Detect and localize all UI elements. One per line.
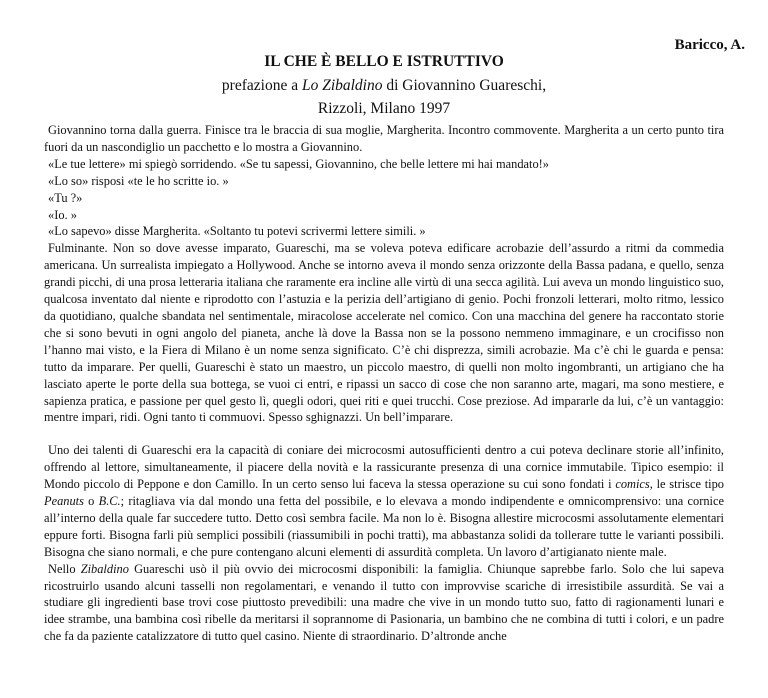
dialogue-line: «Le tue lettere» mi spiegò sorridendo. «Se tu sapessi, Giovannino, che belle lettere mi hai mandato!» <box>48 156 549 171</box>
paragraph: Fulminante. Non so dove avesse imparato, Guareschi, ma se voleva poteva edificare acrobazie dell’assurdo a ritmi da commedia americana. Un surrealista impiegato a Hollywood. Anche se intorno aveva il mondo senza orizzonte della Bassa padana, e quello, senza grandi picchi, di una prosa letteraria italiana che raramente era incline alle virtù di una secca agilità. Lui aveva un mondo linguistico suo, qualcosa inventato dal niente e riprodotto con l’astuzia e la perizia dell’artigiano di genio. Pochi fronzoli letterari, molto ritmo, lessico da quotidiano, qualche sbandata nel sentimentale, miracolose accelerate nel comico. Con una macchina del genere ha raccontato storie che si sono bevuti in ogni angolo del pianeta, anche là dove la Bassa non se la possono nemmeno immaginare, e un crocifisso non l’hanno mai visto, e la Fiera di Milano è un nome senza significato. C’è chi disprezza, simili acrobazie. Ma c’è chi le guarda e pensa: tutto da imparare. Per quelli, Guareschi è stato un maestro, un piccolo maestro, di quelli non molto ingombranti, un artigiano che ha lasciato aperte le porte della sua bottega, se vuoi ci entri, e ripassi un sacco di cose che non saranno arte, magari, ma sono mestiere, e sapienza pratica, e passione per quel gesto lì, quegli odori, quei riti e quei trucchi. Cose preziose. Ad impararle da lui, c’è un vantaggio: mentre impari, ridi. Ogni tanto ti commuovi. Spesso sghignazzi. Un bell’imparare. <box>44 241 724 425</box>
italic-term: Zibaldino <box>80 561 129 576</box>
document-publisher-line: Rizzoli, Milano 1997 <box>317 100 451 117</box>
dialogue-line: «Io. » <box>48 207 77 222</box>
paragraph <box>44 561 724 646</box>
italic-term: comics <box>615 477 650 492</box>
paragraph: Giovannino torna dalla guerra. Finisce tra le braccia di sua moglie, Margherita. Incontro commovente. Margherita a un certo punto tira fuori da un nascondiglio un pacchetto e lo mostra a Giovannino. <box>44 123 724 154</box>
dialogue-line: «Lo so» risposi «te le ho scritte io. » <box>48 173 229 188</box>
paragraph <box>44 442 724 560</box>
document-subtitle <box>44 74 724 97</box>
subtitle-prefix: prefazione a <box>221 77 302 94</box>
paragraph-text: Guareschi usò il più ovvio dei microcosmi disponibili: la famiglia. Chiunque saprebbe farlo. Solo che lui sapeva ricostruirlo usando alcuni tasselli non regolamentari, e venando il tutto con improvvise scariche di irresistibile assurdità. Se vai a studiare gli ingredienti base trovi cose piuttosto prevedibili: una madre che vive in un mondo tutto suo, fatto di ragionamenti lunari e idee strambe, una bambina così ribelle da meritarsi il soprannome di Pasionaria, un bambino che ne combina di tutti i colori, e un padre che fa da paziente catalizzatore di tutto quel casino. Niente di straordinario. D’altronde anche <box>44 561 724 644</box>
author-name: Baricco, A. <box>674 37 745 53</box>
subtitle-suffix: di Giovannino Guareschi, <box>382 77 547 94</box>
document-body <box>44 122 724 645</box>
paragraph-text: Uno dei talenti di Guareschi era la capacità di coniare dei microcosmi autosufficienti dentro a cui poteva declinare storie all’infinito, offrendo al lettore, simultaneamente, il piacere della novità e la rassicurante presenza di una cornice immutabile. Tipico esempio: il Mondo piccolo di Peppone e don Camillo. In un certo senso lui faceva la stessa operazione su cui sono fondati i <box>44 443 724 492</box>
paragraph-text: o <box>83 494 99 509</box>
paragraph-text: Nello <box>48 561 81 576</box>
italic-term: Peanuts <box>44 494 84 509</box>
document-title: IL CHE È BELLO E ISTRUTTIVO <box>264 53 504 70</box>
paragraph-text: , le strisce tipo <box>649 477 724 492</box>
subtitle-work-title: Lo Zibaldino <box>301 77 383 94</box>
paragraph-text: ; ritagliava via dal mondo una fetta del possibile, e lo elevava a mondo indipendente e omnicomprensivo: una cornice all’interno della quale far succedere tutto. Detto così sembra facile. Ma non lo è. Bisogna allestire microcosmi assolutamente elementari eppure forti. Bisogna farli più semplici possibili (riassumibili in pochi tratti), ma abbastanza solidi da tollerare tutte le varianti possibili. Bisogna che siano normali, e che pure contengano alcuni elementi di assurdità completa. Un lavoro d’artigianato niente male. <box>44 494 724 559</box>
italic-term: B.C. <box>98 494 121 509</box>
dialogue-line: «Lo sapevo» disse Margherita. «Soltanto tu potevi scrivermi lettere simili. » <box>48 224 426 239</box>
dialogue-line: «Tu ?» <box>48 190 83 205</box>
